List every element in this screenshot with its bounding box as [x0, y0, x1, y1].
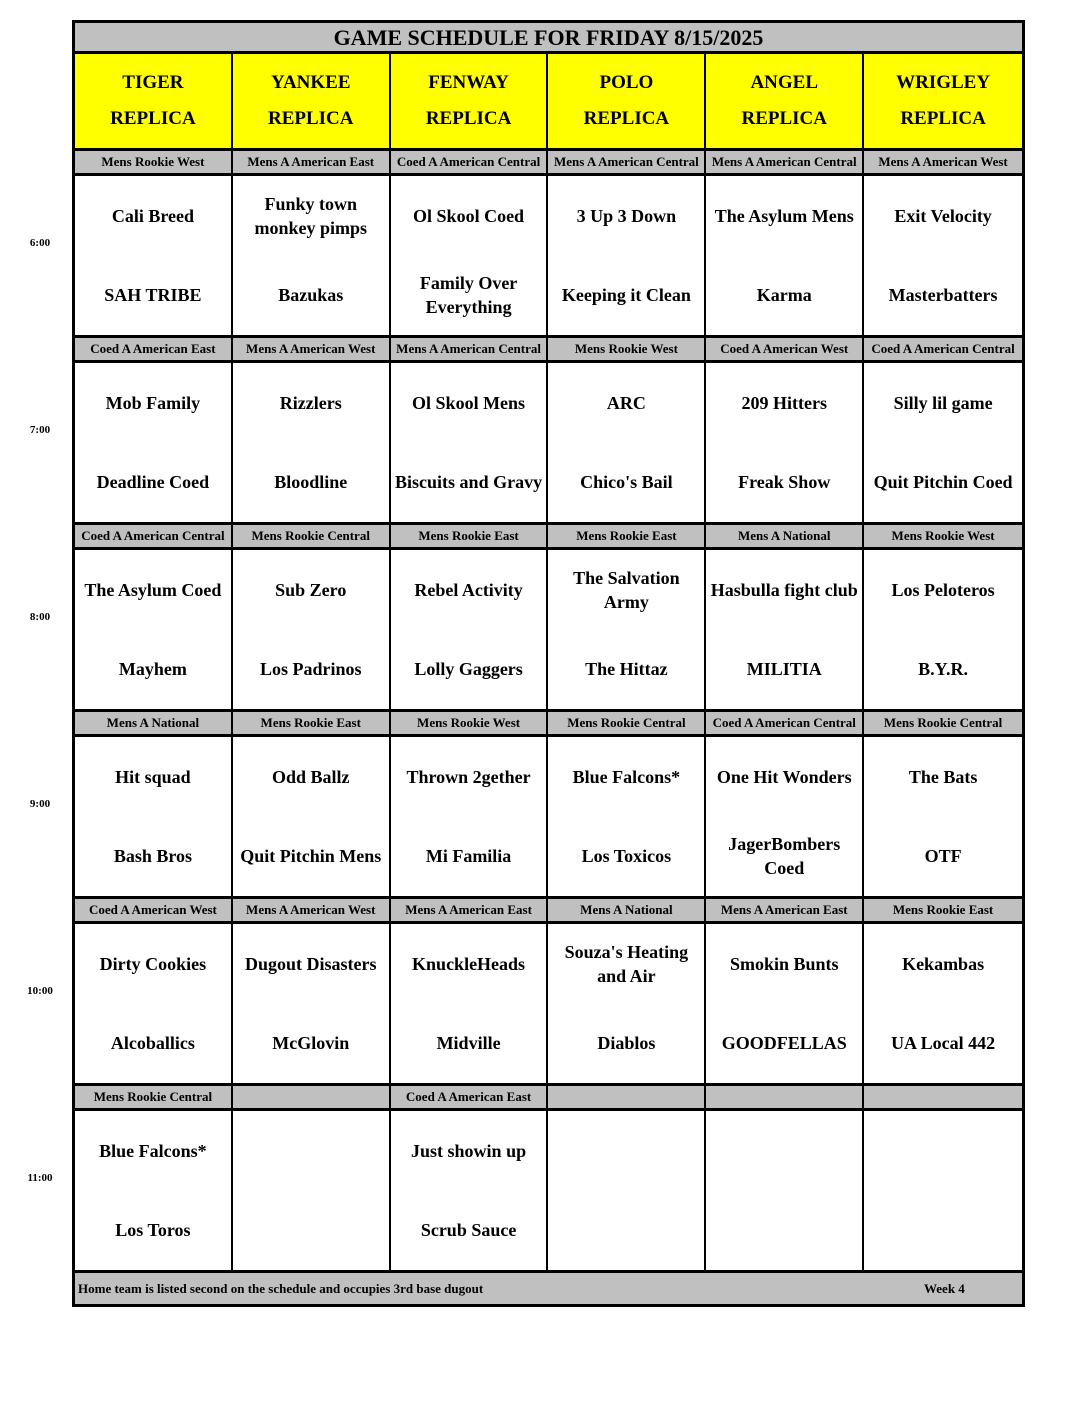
- game-cell: [706, 1111, 864, 1270]
- division-label: Mens Rookie West: [548, 338, 706, 360]
- week-label: Week 4: [924, 1281, 965, 1296]
- away-team: Just showin up: [411, 1140, 527, 1161]
- game-cell: [548, 176, 706, 335]
- game-cell: [391, 176, 549, 335]
- home-team: Midville: [436, 1033, 501, 1054]
- away-team: Blue Falcons*: [99, 1140, 207, 1161]
- game-cell: [391, 550, 549, 709]
- division-row: [72, 525, 1025, 547]
- game-cell: [391, 363, 549, 522]
- division-label: Mens Rookie West: [75, 151, 233, 173]
- away-team: Los Peloteros: [891, 579, 995, 600]
- game-cell: [548, 1111, 706, 1270]
- game-row: [72, 173, 1025, 338]
- home-team: Bazukas: [278, 285, 344, 306]
- game-cell: [864, 550, 1022, 709]
- home-team: Los Padrinos: [259, 659, 362, 680]
- division-label: Coed A American East: [75, 338, 233, 360]
- field-subtitle: REPLICA: [900, 108, 986, 129]
- time-label: 10:00: [27, 985, 53, 997]
- field-header-fenway: [391, 54, 549, 148]
- game-cell: [233, 924, 391, 1083]
- home-team: The Hittaz: [585, 659, 668, 680]
- away-team: The Asylum Mens: [714, 205, 854, 226]
- division-label: Mens A American East: [233, 151, 391, 173]
- home-team: JagerBombers Coed: [728, 834, 841, 879]
- division-label: Mens Rookie Central: [233, 525, 391, 547]
- game-cell: [391, 1111, 549, 1270]
- division-label: Mens A American Central: [548, 151, 706, 173]
- home-team: Alcoballics: [110, 1033, 195, 1054]
- game-row: [72, 547, 1025, 712]
- field-name: WRIGLEY: [896, 72, 991, 93]
- home-team: Bash Bros: [113, 846, 193, 867]
- time-label: 9:00: [29, 798, 51, 810]
- away-team: Silly lil game: [893, 392, 993, 413]
- game-row: [72, 1108, 1025, 1273]
- time-label: 8:00: [29, 611, 51, 623]
- game-cell: [864, 737, 1022, 896]
- time-slots: [27, 151, 1025, 1273]
- division-label: [864, 1086, 1022, 1108]
- game-cell: [864, 924, 1022, 1083]
- division-row: [72, 338, 1025, 360]
- home-team: Mayhem: [118, 659, 187, 680]
- away-team: [233, 1111, 389, 1191]
- field-header-wrigley: [864, 54, 1022, 148]
- home-team: McGlovin: [272, 1033, 350, 1054]
- time-slot: [27, 1086, 1025, 1273]
- field-subtitle: REPLICA: [741, 108, 827, 129]
- away-team: Kekambas: [902, 953, 985, 974]
- home-team: Quit Pitchin Mens: [240, 846, 382, 867]
- home-team: Diablos: [597, 1033, 656, 1054]
- time-slot: [29, 151, 1025, 338]
- home-team: Keeping it Clean: [561, 285, 691, 306]
- game-cell: [548, 737, 706, 896]
- home-team: B.Y.R.: [918, 659, 968, 680]
- game-cell: [75, 176, 233, 335]
- home-team: Deadline Coed: [96, 472, 210, 493]
- home-team: Freak Show: [738, 472, 831, 493]
- away-team: 209 Hitters: [741, 392, 827, 413]
- time-slot: [29, 712, 1025, 899]
- division-label: Mens A American West: [233, 338, 391, 360]
- away-team: Funky town monkey pimps: [254, 193, 367, 238]
- game-row: [72, 360, 1025, 525]
- away-team: Exit Velocity: [894, 205, 992, 226]
- away-team: Smokin Bunts: [729, 953, 839, 974]
- game-cell: [706, 737, 864, 896]
- home-team: Bloodline: [274, 472, 348, 493]
- home-team: SAH TRIBE: [104, 285, 202, 306]
- home-team: Family Over Everything: [419, 273, 518, 318]
- game-row: [72, 921, 1025, 1086]
- division-label: Mens A American East: [391, 899, 549, 921]
- division-label: Coed A American Central: [75, 525, 233, 547]
- away-team: Sub Zero: [275, 579, 347, 600]
- division-label: Mens Rookie West: [891, 528, 995, 543]
- away-team: Hasbulla fight club: [710, 579, 858, 600]
- field-name: ANGEL: [750, 72, 819, 93]
- division-label: Mens Rookie Central: [75, 1086, 233, 1108]
- away-team: Rebel Activity: [414, 579, 523, 600]
- away-team: Rizzlers: [279, 392, 342, 413]
- game-cell: [706, 550, 864, 709]
- field-name: POLO: [599, 72, 654, 93]
- home-team: [548, 1191, 704, 1271]
- away-team: Odd Ballz: [271, 766, 350, 787]
- away-team: Cali Breed: [111, 205, 194, 226]
- division-label: Mens A American Central: [391, 338, 549, 360]
- division-label: Mens Rookie East: [892, 902, 994, 917]
- field-header-yankee: [233, 54, 391, 148]
- time-slot: [27, 899, 1025, 1086]
- home-team: Karma: [756, 285, 812, 306]
- away-team: Dirty Cookies: [99, 953, 207, 974]
- away-team: Dugout Disasters: [244, 953, 377, 974]
- field-header-row: [72, 54, 1025, 151]
- away-team: 3 Up 3 Down: [576, 205, 677, 226]
- division-label: Mens Rookie Central: [883, 715, 1003, 730]
- game-cell: [706, 363, 864, 522]
- time-slot: [29, 525, 1025, 712]
- division-row: [72, 1086, 1025, 1108]
- division-label: Mens A American East: [706, 899, 864, 921]
- game-cell: [75, 363, 233, 522]
- game-cell: [75, 550, 233, 709]
- field-header-tiger: [75, 54, 233, 148]
- away-team: Thrown 2gether: [406, 766, 531, 787]
- home-team: [233, 1191, 389, 1271]
- time-label: 6:00: [29, 237, 51, 249]
- game-cell: [233, 737, 391, 896]
- game-cell: [75, 1111, 233, 1270]
- division-label: Mens Rookie West: [391, 712, 549, 734]
- division-label: [548, 1086, 706, 1108]
- game-row: [72, 734, 1025, 899]
- home-team: [864, 1191, 1022, 1271]
- home-team-note: Home team is listed second on the schedule and occupies 3rd base dugout: [78, 1281, 484, 1296]
- home-team: Masterbatters: [888, 285, 998, 306]
- game-cell: [548, 924, 706, 1083]
- home-team: UA Local 442: [891, 1033, 996, 1054]
- field-subtitle: REPLICA: [110, 108, 196, 129]
- division-label: [233, 1086, 391, 1108]
- game-cell: [233, 550, 391, 709]
- field-header-polo: [548, 54, 706, 148]
- field-name: FENWAY: [428, 72, 509, 93]
- division-label: Coed A American West: [75, 899, 233, 921]
- away-team: Hit squad: [115, 766, 191, 787]
- division-label: Mens Rookie Central: [548, 712, 706, 734]
- home-team: GOODFELLAS: [721, 1033, 847, 1054]
- game-cell: [864, 1111, 1022, 1270]
- game-cell: [706, 924, 864, 1083]
- home-team: Scrub Sauce: [420, 1220, 517, 1241]
- division-label: Mens A National: [548, 899, 706, 921]
- division-label: Coed A American West: [706, 338, 864, 360]
- game-cell: [391, 924, 549, 1083]
- game-cell: [75, 737, 233, 896]
- away-team: One Hit Wonders: [716, 766, 852, 787]
- game-cell: [233, 176, 391, 335]
- field-name: YANKEE: [270, 72, 351, 93]
- home-team: Los Toros: [115, 1220, 191, 1241]
- page-title: GAME SCHEDULE FOR FRIDAY 8/15/2025: [72, 20, 1025, 54]
- game-cell: [233, 363, 391, 522]
- schedule-sheet: [27, 20, 1025, 1307]
- home-team: OTF: [924, 846, 962, 867]
- game-cell: [233, 1111, 391, 1270]
- home-team: Los Toxicos: [581, 846, 672, 867]
- home-team: Chico's Bail: [580, 472, 673, 493]
- away-team: [548, 1111, 704, 1191]
- division-label: Coed A American East: [391, 1086, 549, 1108]
- home-team: Mi Familia: [425, 846, 512, 867]
- away-team: Ol Skool Mens: [412, 392, 526, 413]
- away-team: KnuckleHeads: [412, 953, 526, 974]
- away-team: Ol Skool Coed: [413, 205, 525, 226]
- field-subtitle: REPLICA: [425, 108, 512, 129]
- game-cell: [864, 176, 1022, 335]
- division-label: Mens A National: [75, 712, 233, 734]
- time-slot: [29, 338, 1025, 525]
- home-team: Quit Pitchin Coed: [873, 472, 1013, 493]
- division-label: Mens A National: [706, 525, 864, 547]
- away-team: [864, 1111, 1022, 1191]
- division-label: Mens A American West: [233, 899, 391, 921]
- footer-bar: [72, 1273, 1025, 1307]
- away-team: The Bats: [908, 766, 978, 787]
- game-cell: [706, 176, 864, 335]
- game-cell: [548, 363, 706, 522]
- away-team: Souza's Heating and Air: [564, 941, 689, 986]
- away-team: Mob Family: [105, 392, 201, 413]
- game-cell: [391, 737, 549, 896]
- home-team: MILITIA: [746, 659, 822, 680]
- home-team: Lolly Gaggers: [414, 659, 523, 680]
- division-label: Mens A American West: [878, 154, 1008, 169]
- away-team: The Asylum Coed: [84, 579, 222, 600]
- division-label: Mens Rookie East: [548, 525, 706, 547]
- field-subtitle: REPLICA: [267, 108, 354, 129]
- field-subtitle: REPLICA: [583, 108, 670, 129]
- division-row: [72, 712, 1025, 734]
- game-cell: [864, 363, 1022, 522]
- away-team: [706, 1111, 862, 1191]
- division-label: Mens A American Central: [706, 151, 864, 173]
- division-label: [706, 1086, 864, 1108]
- division-label: Coed A American Central: [706, 712, 864, 734]
- game-cell: [75, 924, 233, 1083]
- field-name: TIGER: [122, 72, 184, 93]
- division-label: Mens Rookie East: [233, 712, 391, 734]
- away-team: The Salvation Army: [573, 567, 680, 612]
- game-cell: [548, 550, 706, 709]
- away-team: Blue Falcons*: [572, 766, 681, 787]
- home-team: [706, 1191, 862, 1271]
- field-header-angel: [706, 54, 864, 148]
- time-label: 7:00: [29, 424, 51, 436]
- division-label: Coed A American Central: [391, 151, 549, 173]
- division-label: Mens Rookie East: [391, 525, 549, 547]
- division-label: Coed A American Central: [871, 341, 1015, 356]
- division-row: [72, 899, 1025, 921]
- division-row: [72, 151, 1025, 173]
- home-team: Biscuits and Gravy: [395, 472, 543, 493]
- away-team: ARC: [606, 392, 646, 413]
- time-label: 11:00: [27, 1172, 53, 1184]
